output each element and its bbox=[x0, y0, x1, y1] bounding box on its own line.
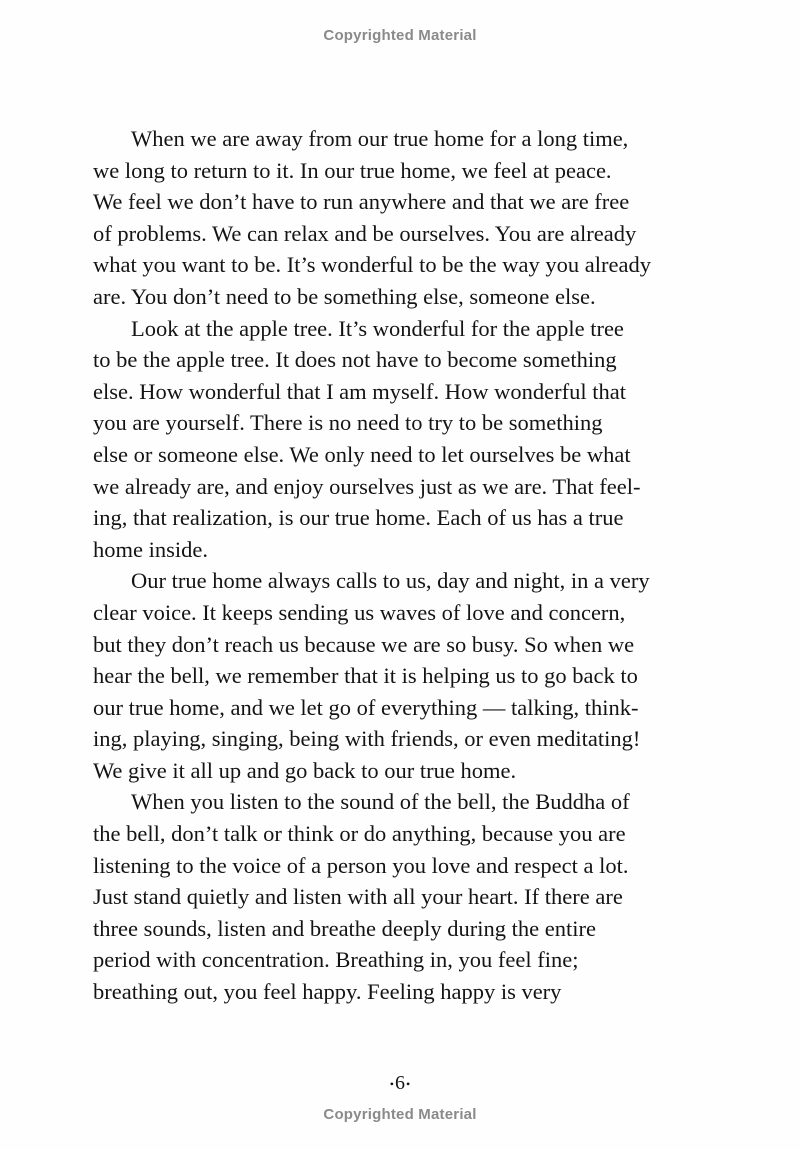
text-line: the bell, don’t talk or think or do anything, because you are bbox=[93, 821, 626, 847]
text-line: clear voice. It keeps sending us waves of love and concern, bbox=[93, 599, 626, 625]
text-line: you are yourself. There is no need to try to be something bbox=[93, 410, 603, 436]
text-line: we long to return to it. In our true home, we feel at peace. bbox=[93, 157, 612, 183]
text-line: Just stand quietly and listen with all your heart. If there are bbox=[93, 884, 623, 910]
text-line: When you listen to the sound of the bell, the Buddha of bbox=[131, 789, 630, 815]
ornament-right: • bbox=[406, 1076, 411, 1091]
text-line: Our true home always calls to us, day and night, in a very bbox=[131, 568, 650, 594]
text-line: period with concentration. Breathing in, you feel fine; bbox=[93, 947, 579, 973]
text-line: When we are away from our true home for a long time, bbox=[131, 126, 629, 151]
page-number bbox=[0, 1072, 800, 1095]
text-line: We give it all up and go back to our true home. bbox=[93, 757, 517, 783]
copyright-watermark-top: Copyrighted Material bbox=[323, 27, 477, 44]
ornament-left: • bbox=[389, 1076, 394, 1091]
page-number-value: 6 bbox=[395, 1072, 405, 1094]
text-line: but they don’t reach us because we are so busy. So when we bbox=[93, 631, 635, 657]
text-line: else or someone else. We only need to let ourselves be what bbox=[93, 441, 631, 467]
text-line: are. You don’t need to be something else, someone else. bbox=[93, 283, 596, 309]
text-line: listening to the voice of a person you love and respect a lot. bbox=[93, 852, 629, 878]
text-line: else. How wonderful that I am myself. How wonderful that bbox=[93, 378, 626, 404]
text-line: ing, playing, singing, being with friends, or even meditating! bbox=[93, 726, 641, 752]
text-line: breathing out, you feel happy. Feeling happy is very bbox=[93, 979, 562, 1005]
text-line: home inside. bbox=[93, 536, 208, 562]
text-line: We feel we don’t have to run anywhere and that we are free bbox=[93, 189, 630, 215]
text-line: three sounds, listen and breathe deeply during the entire bbox=[93, 915, 596, 941]
text-line: to be the apple tree. It does not have to become something bbox=[93, 347, 617, 373]
text-line: our true home, and we let go of everything — talking, think- bbox=[93, 694, 639, 720]
text-line: what you want to be. It’s wonderful to be the way you already bbox=[93, 252, 651, 278]
body-text bbox=[93, 123, 693, 1008]
text-line: ing, that realization, is our true home. Each of us has a true bbox=[93, 505, 624, 531]
copyright-watermark-bottom: Copyrighted Material bbox=[323, 1106, 477, 1123]
text-line: we already are, and enjoy ourselves just as we are. That feel- bbox=[93, 473, 641, 499]
text-line: of problems. We can relax and be ourselves. You are already bbox=[93, 220, 637, 246]
text-line: Look at the apple tree. It’s wonderful for the apple tree bbox=[131, 315, 624, 341]
text-line: hear the bell, we remember that it is helping us to go back to bbox=[93, 663, 638, 689]
